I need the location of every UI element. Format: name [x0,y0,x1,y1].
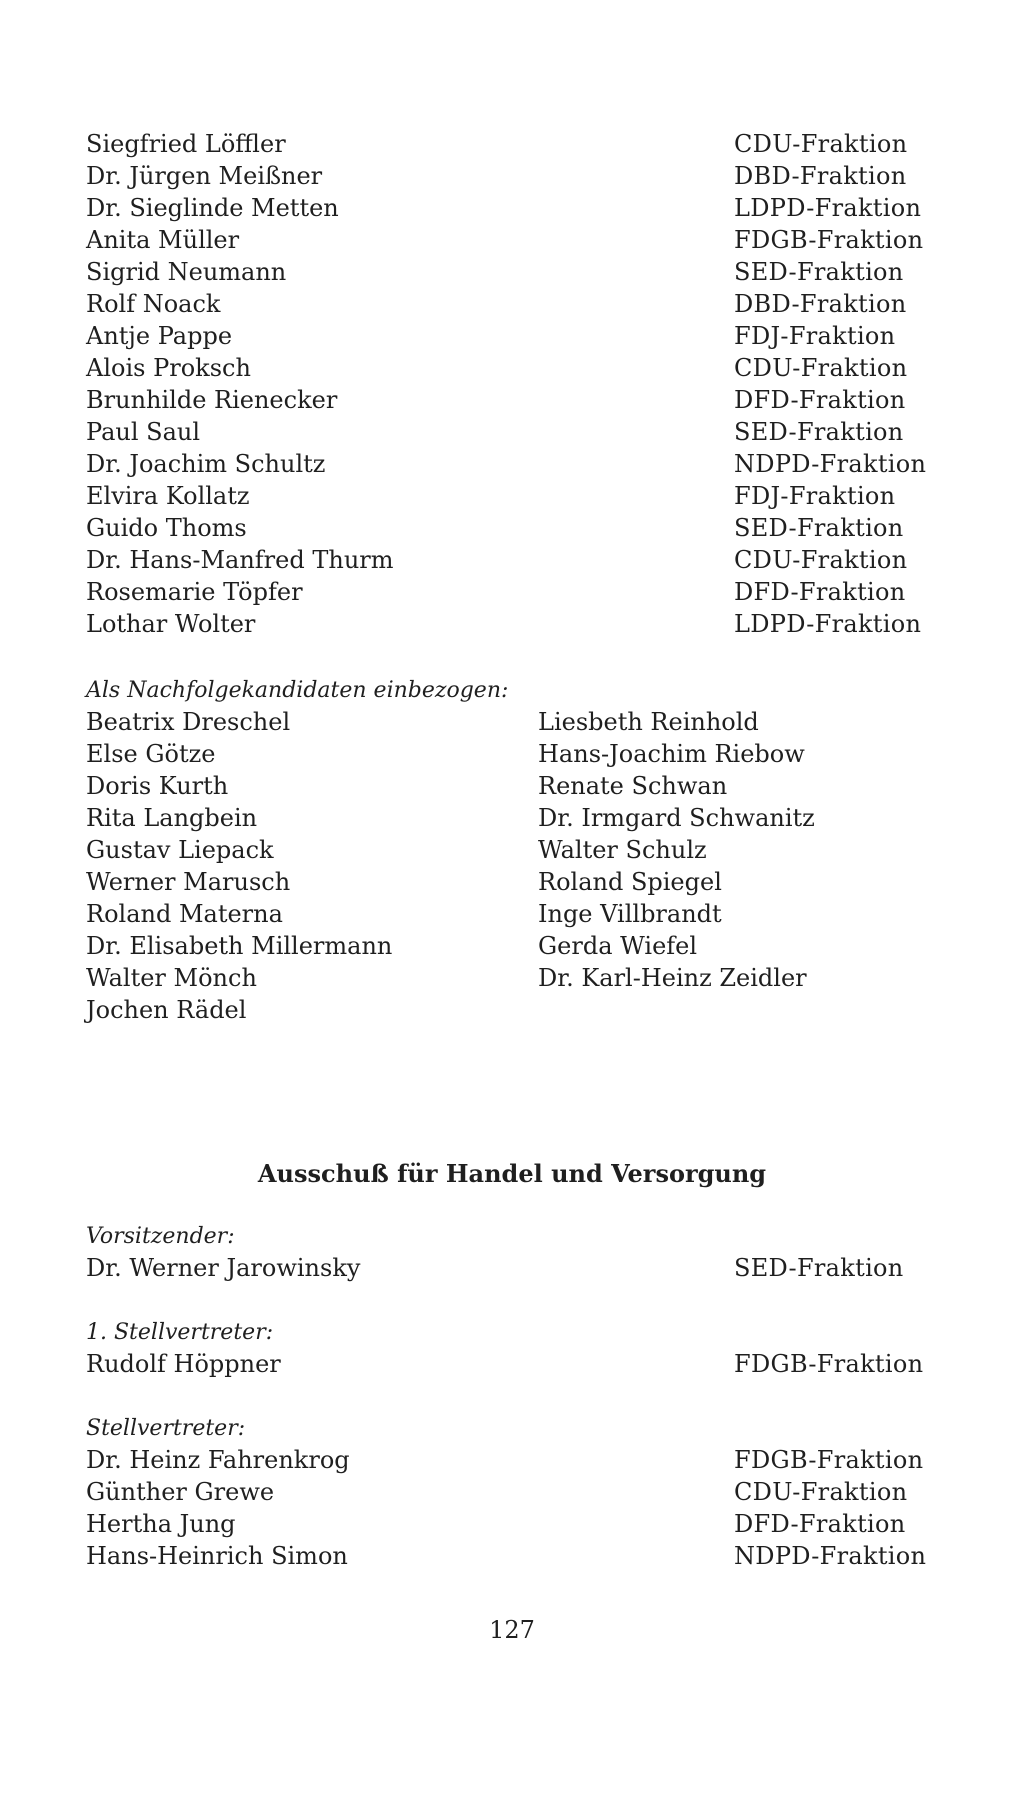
chair-row [86,1252,948,1284]
successor-name: Roland Materna [86,900,283,928]
successor-name: Gerda Wiefel [538,932,698,960]
successors-label: Als Nachfolgekandidaten einbezogen: [86,678,509,703]
successor-name: Doris Kurth [86,772,229,800]
member-name: Lothar Wolter [86,610,256,638]
first-deputy-name: Rudolf Höppner [86,1350,281,1378]
member-row [86,512,948,544]
deputies-label: Stellvertreter: [86,1416,246,1441]
member-row [86,576,948,608]
page-number: 127 [489,1616,535,1644]
member-faction: FDJ-Fraktion [734,482,896,510]
member-name: Sigrid Neumann [86,258,287,286]
committee-title: Ausschuß für Handel und Versorgung [257,1159,767,1188]
member-row [86,416,948,448]
member-faction: DBD-Fraktion [734,162,907,190]
member-faction: DFD-Fraktion [734,578,906,606]
deputy-row [86,1476,948,1508]
successor-name: Roland Spiegel [538,868,722,896]
member-faction: LDPD-Fraktion [734,610,922,638]
member-row [86,288,948,320]
deputy-name: Hertha Jung [86,1510,236,1538]
first-deputy-row [86,1348,948,1380]
successor-name: Walter Schulz [538,836,707,864]
successor-name: Rita Langbein [86,804,258,832]
first-deputy-faction: FDGB-Fraktion [734,1350,924,1378]
member-name: Elvira Kollatz [86,482,250,510]
successor-name: Jochen Rädel [86,996,247,1024]
successor-name: Werner Marusch [86,868,291,896]
member-name: Alois Proksch [86,354,251,382]
member-faction: CDU-Fraktion [734,130,908,158]
member-name: Dr. Jürgen Meißner [86,162,323,190]
member-row [86,224,948,256]
deputy-name: Hans-Heinrich Simon [86,1542,348,1570]
chair-name: Dr. Werner Jarowinsky [86,1254,361,1282]
member-name: Brunhilde Rienecker [86,386,338,414]
member-faction: SED-Fraktion [734,418,904,446]
deputy-row [86,1508,948,1540]
successor-name: Else Götze [86,740,216,768]
deputy-faction: NDPD-Fraktion [734,1542,927,1570]
member-row [86,608,948,640]
member-name: Dr. Hans-Manfred Thurm [86,546,394,574]
member-name: Dr. Joachim Schultz [86,450,326,478]
member-faction: CDU-Fraktion [734,546,908,574]
member-faction: DBD-Fraktion [734,290,907,318]
member-row [86,320,948,352]
deputy-name: Dr. Heinz Fahrenkrog [86,1446,350,1474]
deputy-row [86,1444,948,1476]
member-faction: LDPD-Fraktion [734,194,922,222]
member-faction: SED-Fraktion [734,514,904,542]
member-name: Paul Saul [86,418,201,446]
successor-name: Gustav Liepack [86,836,274,864]
member-name: Dr. Sieglinde Metten [86,194,339,222]
successor-name: Dr. Karl-Heinz Zeidler [538,964,807,992]
first-deputy-label: 1. Stellvertreter: [86,1320,274,1345]
member-row [86,448,948,480]
member-name: Guido Thoms [86,514,247,542]
member-row [86,160,948,192]
member-name: Antje Pappe [86,322,233,350]
member-row [86,352,948,384]
successor-name: Renate Schwan [538,772,728,800]
deputy-faction: CDU-Fraktion [734,1478,908,1506]
member-row [86,480,948,512]
member-name: Anita Müller [86,226,240,254]
successor-name: Inge Villbrandt [538,900,722,928]
deputy-faction: DFD-Fraktion [734,1510,906,1538]
member-faction: CDU-Fraktion [734,354,908,382]
deputy-name: Günther Grewe [86,1478,275,1506]
member-name: Rosemarie Töpfer [86,578,303,606]
successor-name: Beatrix Dreschel [86,708,291,736]
member-row [86,192,948,224]
member-row [86,256,948,288]
deputy-row [86,1540,948,1572]
successor-name: Hans-Joachim Riebow [538,740,805,768]
successor-name: Walter Mönch [86,964,257,992]
member-row [86,384,948,416]
member-name: Rolf Noack [86,290,221,318]
chair-faction: SED-Fraktion [734,1254,904,1282]
successor-name: Liesbeth Reinhold [538,708,759,736]
deputy-faction: FDGB-Fraktion [734,1446,924,1474]
member-row [86,128,948,160]
successor-name: Dr. Elisabeth Millermann [86,932,393,960]
member-faction: NDPD-Fraktion [734,450,927,478]
chair-label: Vorsitzender: [86,1224,235,1249]
successor-name: Dr. Irmgard Schwanitz [538,804,815,832]
member-name: Siegfried Löffler [86,130,286,158]
member-row [86,544,948,576]
member-faction: SED-Fraktion [734,258,904,286]
member-faction: FDJ-Fraktion [734,322,896,350]
member-faction: DFD-Fraktion [734,386,906,414]
member-faction: FDGB-Fraktion [734,226,924,254]
